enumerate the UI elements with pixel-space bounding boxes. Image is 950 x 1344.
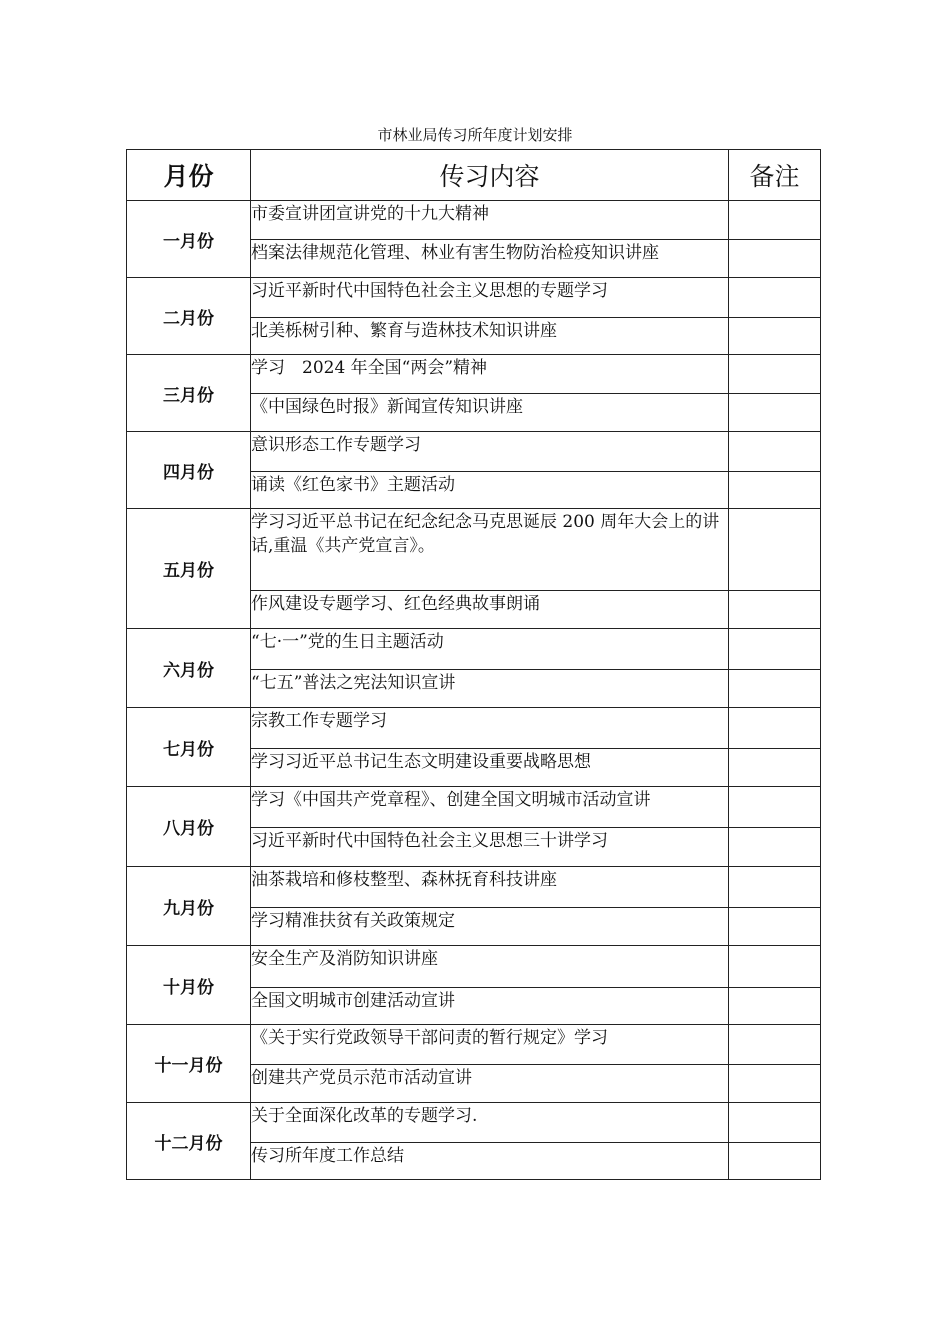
content-text: 习近平新时代中国特色社会主义思想三十讲学习	[251, 831, 608, 851]
note-cell	[729, 629, 821, 670]
table-row	[127, 629, 821, 670]
content-text: 安全生产及消防知识讲座	[251, 949, 438, 969]
content-text: 诵读《红色家书》主题活动	[251, 475, 455, 495]
content-text: 传习所年度工作总结	[251, 1146, 404, 1166]
table-row	[127, 1025, 821, 1065]
plan-table-body	[127, 201, 821, 1180]
month-cell: 五月份	[127, 509, 251, 629]
content-cell	[251, 472, 729, 509]
note-cell	[729, 1143, 821, 1180]
month-cell: 一月份	[127, 201, 251, 278]
month-cell: 二月份	[127, 278, 251, 355]
note-cell	[729, 1103, 821, 1143]
note-cell	[729, 201, 821, 240]
content-cell	[251, 1143, 729, 1180]
content-cell	[251, 509, 729, 591]
content-cell	[251, 278, 729, 318]
content-cell	[251, 867, 729, 908]
plan-table	[126, 149, 821, 1180]
content-cell	[251, 749, 729, 787]
content-cell	[251, 240, 729, 278]
note-cell	[729, 988, 821, 1025]
content-cell	[251, 591, 729, 629]
note-cell	[729, 946, 821, 988]
content-cell	[251, 1025, 729, 1065]
table-row	[127, 509, 821, 591]
content-cell	[251, 946, 729, 988]
month-cell: 十二月份	[127, 1103, 251, 1180]
table-row	[127, 787, 821, 828]
note-cell	[729, 828, 821, 867]
content-text: 意识形态工作专题学习	[251, 435, 421, 455]
content-text: 宗教工作专题学习	[251, 711, 387, 731]
content-cell	[251, 908, 729, 946]
content-text: 创建共产党员示范市活动宣讲	[251, 1068, 472, 1088]
note-cell	[729, 749, 821, 787]
note-cell	[729, 394, 821, 432]
month-cell: 六月份	[127, 629, 251, 708]
note-cell	[729, 509, 821, 591]
note-cell	[729, 318, 821, 355]
content-text: 全国文明城市创建活动宣讲	[251, 991, 455, 1011]
month-cell: 九月份	[127, 867, 251, 946]
table-row	[127, 946, 821, 988]
content-cell	[251, 1065, 729, 1103]
content-text: 学习习近平总书记在纪念纪念马克思诞辰 200 周年大会上的讲话,重温《共产党宣言》。	[251, 512, 720, 556]
month-cell: 七月份	[127, 708, 251, 787]
content-cell	[251, 988, 729, 1025]
table-header-row	[127, 150, 821, 201]
header-note: 备注	[729, 150, 821, 201]
note-cell	[729, 670, 821, 708]
note-cell	[729, 708, 821, 749]
content-text: 关于全面深化改革的专题学习.	[251, 1106, 478, 1126]
content-cell	[251, 201, 729, 240]
content-text: 档案法律规范化管理、林业有害生物防治检疫知识讲座	[251, 243, 659, 263]
content-text: 油茶栽培和修枝整型、森林抚育科技讲座	[251, 870, 557, 890]
content-cell	[251, 670, 729, 708]
content-text: “七·一”党的生日主题活动	[251, 632, 444, 652]
content-cell	[251, 1103, 729, 1143]
content-text: 习近平新时代中国特色社会主义思想的专题学习	[251, 281, 608, 301]
content-text: 学习精准扶贫有关政策规定	[251, 911, 455, 931]
content-text: 北美栎树引种、繁育与造林技术知识讲座	[251, 321, 557, 341]
content-text: 《关于实行党政领导干部问责的暂行规定》学习	[251, 1028, 608, 1048]
content-cell	[251, 318, 729, 355]
note-cell	[729, 1025, 821, 1065]
month-cell: 四月份	[127, 432, 251, 509]
content-text: 作风建设专题学习、红色经典故事朗诵	[251, 594, 540, 614]
note-cell	[729, 240, 821, 278]
content-cell	[251, 828, 729, 867]
note-cell	[729, 1065, 821, 1103]
note-cell	[729, 355, 821, 394]
content-text: 市委宣讲团宣讲党的十九大精神	[251, 204, 489, 224]
note-cell	[729, 432, 821, 472]
month-cell: 十一月份	[127, 1025, 251, 1103]
note-cell	[729, 787, 821, 828]
header-content: 传习内容	[251, 150, 729, 201]
content-cell	[251, 355, 729, 394]
content-cell	[251, 629, 729, 670]
content-text: 学习 2024 年全国“两会”精神	[251, 358, 488, 378]
content-text: 《中国绿色时报》新闻宣传知识讲座	[251, 397, 523, 417]
table-row	[127, 432, 821, 472]
content-cell	[251, 394, 729, 432]
note-cell	[729, 591, 821, 629]
header-month: 月份	[127, 150, 251, 201]
document-title: 市林业局传习所年度计划安排	[377, 126, 573, 144]
content-cell	[251, 708, 729, 749]
content-text: 学习《中国共产党章程》、创建全国文明城市活动宣讲	[251, 790, 651, 810]
month-cell: 三月份	[127, 355, 251, 432]
note-cell	[729, 472, 821, 509]
content-cell	[251, 432, 729, 472]
table-row	[127, 355, 821, 394]
content-text: “七五”普法之宪法知识宣讲	[251, 673, 456, 693]
note-cell	[729, 278, 821, 318]
table-row	[127, 1103, 821, 1143]
table-row	[127, 278, 821, 318]
table-row	[127, 867, 821, 908]
month-cell: 八月份	[127, 787, 251, 867]
note-cell	[729, 867, 821, 908]
month-cell: 十月份	[127, 946, 251, 1025]
table-row	[127, 708, 821, 749]
table-row	[127, 201, 821, 240]
note-cell	[729, 908, 821, 946]
content-text: 学习习近平总书记生态文明建设重要战略思想	[251, 752, 591, 772]
content-cell	[251, 787, 729, 828]
